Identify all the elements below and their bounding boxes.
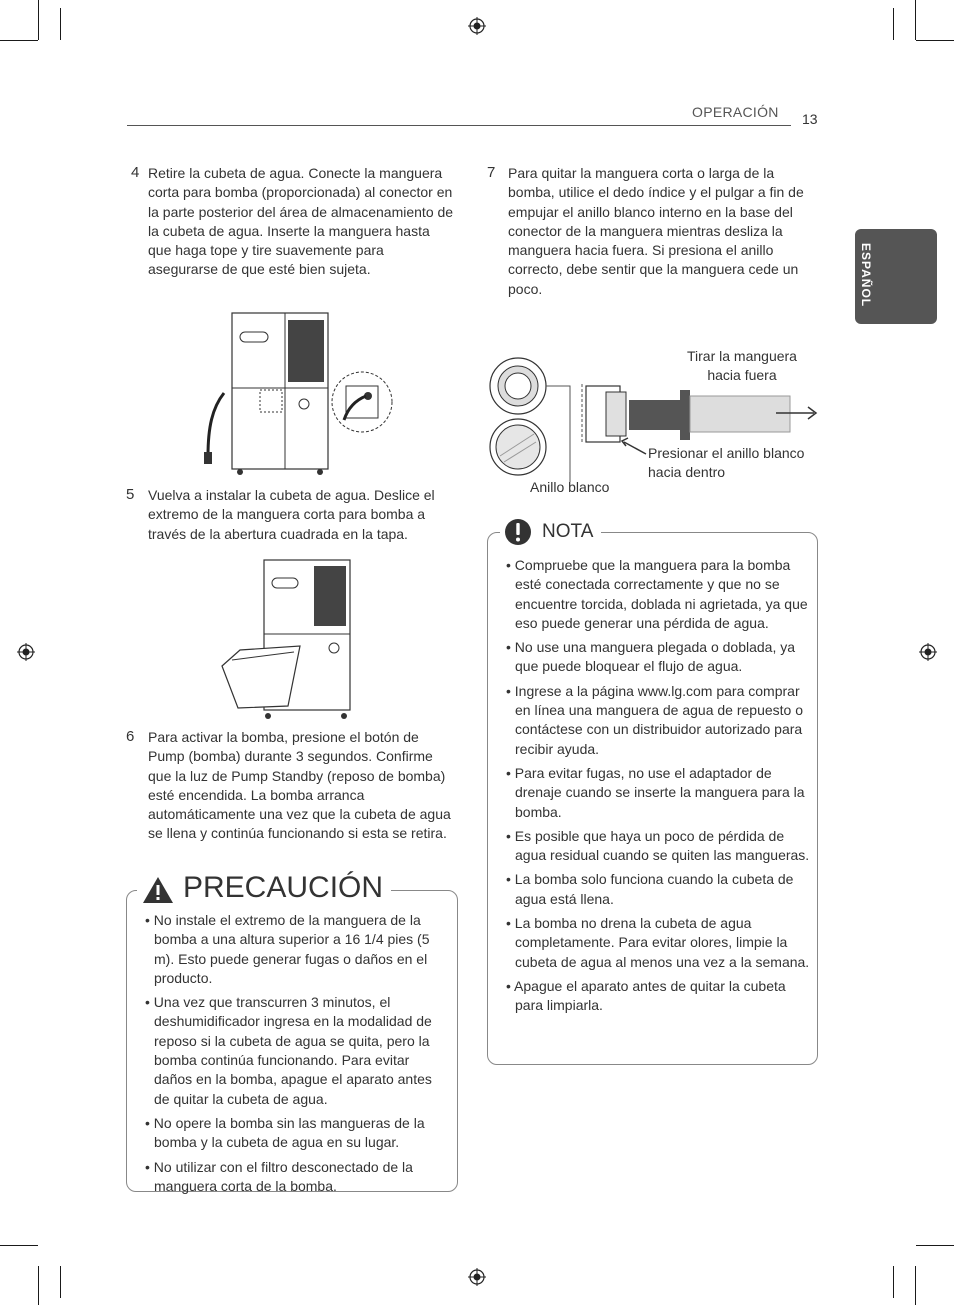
step-text: Retire la cubeta de agua. Conecte la manguera corta para bomba (proporcionada) al conector en la parte posterior del área de almacenamiento de la cubeta de agua. Inserte la manguera hasta que haga tope y tire suavemente para asegurarse de que esté bien sujeta. bbox=[148, 165, 454, 278]
caution-item: • No utilizar con el filtro desconectado de la manguera corta de la bomba. bbox=[145, 1158, 443, 1197]
note-item: • La bomba no drena la cubeta de agua completamente. Para evitar olores, limpie la cubeta de agua al menos una vez a la semana. bbox=[506, 914, 810, 972]
step-number: 5 bbox=[126, 486, 135, 503]
caution-item: • No instale el extremo de la manguera de la bomba a una altura superior a 16 1/4 pies (5 m). Esto puede generar fugas o daños en el producto. bbox=[145, 911, 443, 988]
language-tab bbox=[855, 229, 937, 324]
crop-mark bbox=[893, 1266, 894, 1298]
white-ring-label: Anillo blanco bbox=[530, 479, 610, 495]
note-item: • Apague el aparato antes de quitar la cubeta para limpiarla. bbox=[506, 977, 810, 1016]
note-item: • Para evitar fugas, no use el adaptador de drenaje cuando se inserte la manguera para la bomba. bbox=[506, 764, 810, 822]
press-ring-label: Presionar el anillo blanco hacia dentro bbox=[648, 445, 805, 481]
warning-triangle-icon bbox=[141, 875, 175, 905]
caution-title: PRECAUCIÓN bbox=[183, 871, 384, 904]
crop-mark bbox=[0, 40, 38, 41]
crop-mark bbox=[38, 0, 39, 40]
step-text: Para activar la bomba, presione el botón de Pump (bomba) durante 3 segundos. Confirme que la luz de Pump Standby (reposo de bomba) esté encendida. La bomba arranca automáticamente una vez que la cubeta de agua se llena y continúa funcionando si esta se retira. bbox=[148, 729, 451, 842]
header-divider bbox=[127, 125, 791, 126]
step-number: 4 bbox=[131, 164, 140, 181]
caution-item: • No opere la bomba sin las mangueras de la bomba y la cubeta de agua en su lugar. bbox=[145, 1114, 443, 1153]
note-item: • La bomba solo funciona cuando la cubeta de agua está llena. bbox=[506, 870, 810, 909]
registration-mark-icon bbox=[468, 1268, 486, 1286]
pull-hose-label: Tirar la manguera hacia fuera bbox=[687, 348, 797, 384]
step-text: Vuelva a instalar la cubeta de agua. Deslice el extremo de la manguera corta para bomba a través de la abertura cuadrada en la tapa. bbox=[148, 487, 435, 542]
step-number: 6 bbox=[126, 728, 135, 745]
note-title: NOTA bbox=[542, 521, 594, 542]
caution-item: • Una vez que transcurren 3 minutos, el deshumidificador ingresa en la modalidad de reposo si la cubeta de agua se quita, pero la bomba continúa funcionando. Para evitar daños en la bomba, apague el aparato antes de quitar la cubeta de agua. bbox=[145, 993, 443, 1109]
registration-mark-icon bbox=[17, 643, 35, 661]
crop-mark bbox=[38, 1266, 39, 1305]
exclamation-circle-icon bbox=[504, 518, 532, 546]
crop-mark bbox=[60, 8, 61, 40]
crop-mark bbox=[0, 1245, 38, 1246]
caution-list bbox=[145, 911, 443, 1201]
note-item: • Ingrese a la página www.lg.com para comprar en línea una manguera de agua de repuesto o contáctese con un distribuidor autorizado para recibir ayuda. bbox=[506, 682, 810, 759]
bucket-install-illustration bbox=[218, 556, 358, 722]
crop-mark bbox=[893, 8, 894, 40]
hose-connection-illustration bbox=[200, 308, 400, 476]
caution-header bbox=[137, 870, 391, 906]
crop-mark bbox=[915, 0, 916, 40]
page-number: 13 bbox=[802, 111, 818, 127]
step-text: Para quitar la manguera corta o larga de la bomba, utilice el dedo índice y el pulgar a fin de empujar el anillo blanco interno en la base del conector de la manguera mientras desliza la manguera hacia fuera. Si presiona el anillo correcto, debe sentir que la manguera cede un poco. bbox=[508, 165, 804, 297]
note-list bbox=[506, 556, 810, 1021]
language-tab-label: ESPAÑOL bbox=[859, 243, 873, 308]
note-item: • Es posible que haya un poco de pérdida de agua residual cuando se quiten las mangueras. bbox=[506, 827, 810, 866]
crop-mark bbox=[915, 1266, 916, 1305]
crop-mark bbox=[916, 40, 954, 41]
note-header bbox=[500, 516, 601, 548]
section-title: OPERACIÓN bbox=[692, 104, 779, 120]
registration-mark-icon bbox=[468, 17, 486, 35]
note-item: • Compruebe que la manguera para la bomba esté conectada correctamente y que no se encuentre torcida, doblada ni agrietada, ya que eso puede generar una pérdida de agua. bbox=[506, 556, 810, 633]
note-item: • No use una manguera plegada o doblada, ya que puede bloquear el flujo de agua. bbox=[506, 638, 810, 677]
registration-mark-icon bbox=[919, 643, 937, 661]
crop-mark bbox=[60, 1266, 61, 1298]
crop-mark bbox=[916, 1245, 954, 1246]
step-number: 7 bbox=[487, 164, 496, 181]
